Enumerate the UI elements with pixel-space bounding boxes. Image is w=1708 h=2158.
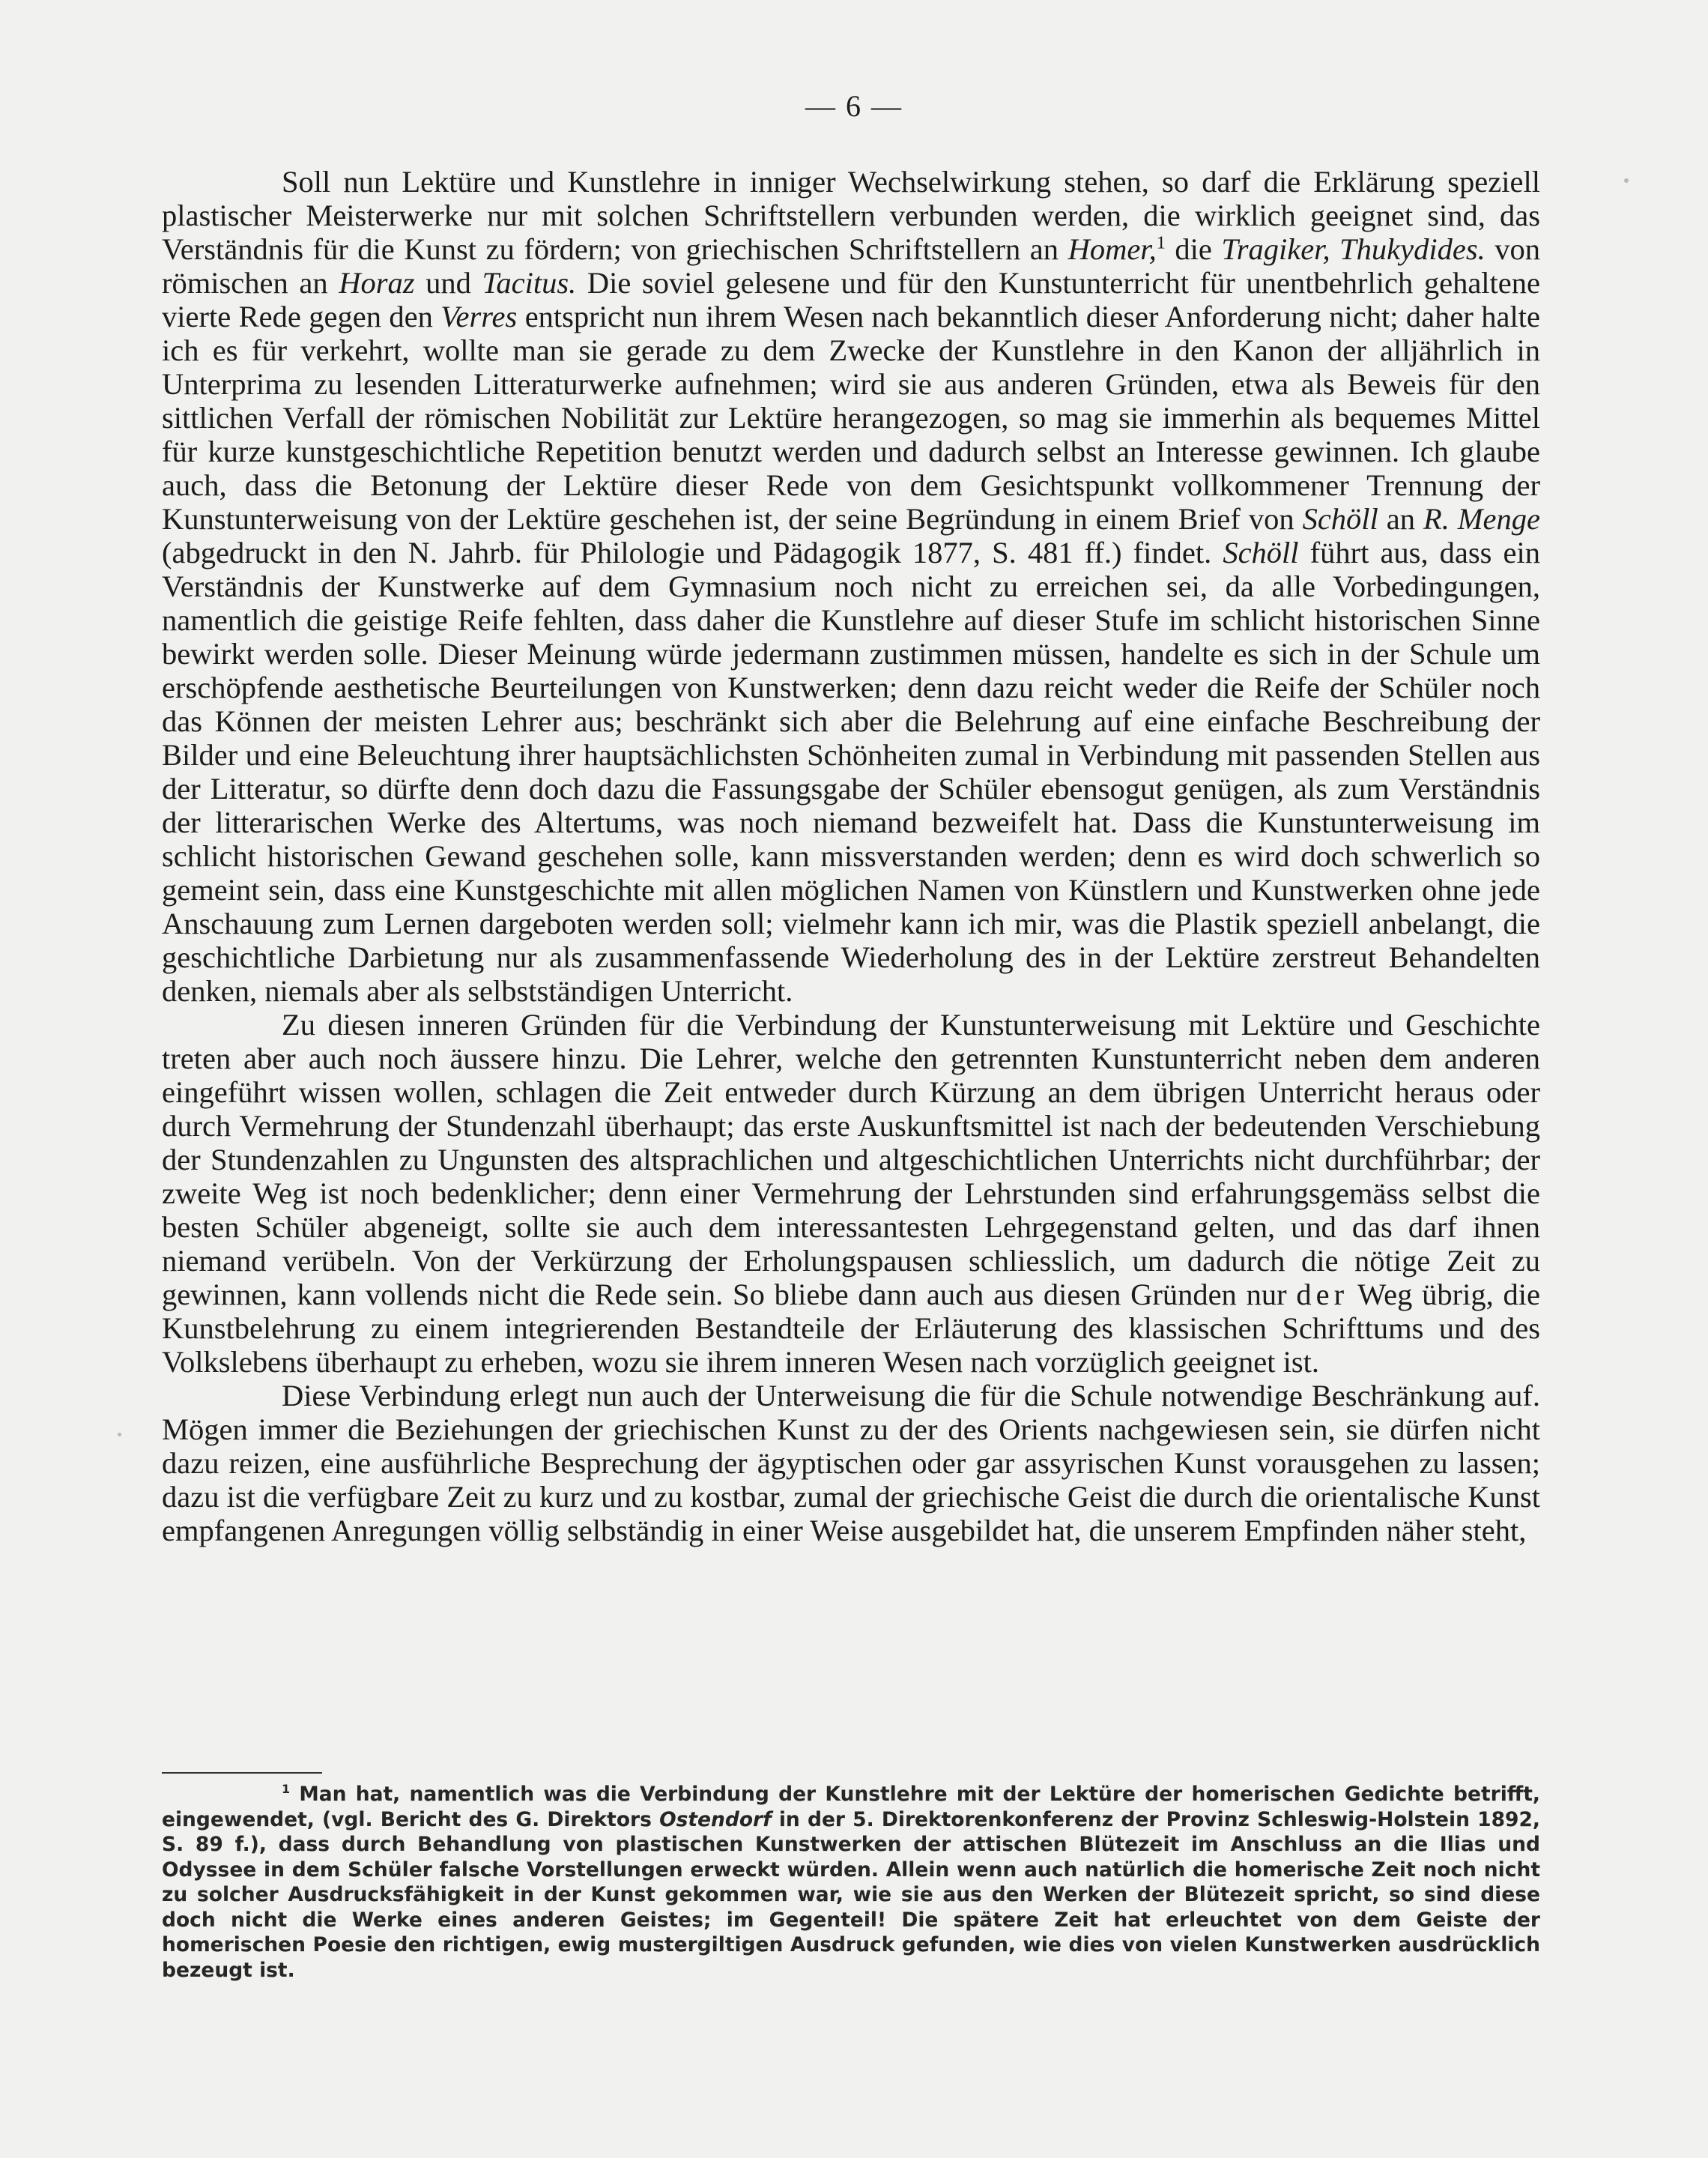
italic-thukydides: Thukydides.	[1339, 232, 1486, 266]
paper-speck	[118, 1433, 121, 1436]
italic-homer: Homer,	[1068, 232, 1157, 266]
italic-tacitus: Tacitus.	[482, 266, 577, 300]
paragraph-1-text: von römischen an	[162, 232, 1541, 300]
main-text	[162, 165, 1540, 1547]
paragraph-3-text: Diese Verbindung erlegt nun auch der Unterweisung die für die Schule notwendige Beschränkung auf. Mögen immer die Beziehungen der griechischen Kunst zu der des Orients nachgewiesen sein, sie dürfen nicht dazu reizen, eine ausführliche Besprechung der ägyptischen oder gar assyrischen Kunst vorausgehen zu lassen; dazu ist die verfügbare Zeit zu kurz und zu kostbar, zumal der griechische Geist die durch die orientalische Kunst empfangenen Anregungen völlig selbständig in einer Weise ausgebildet hat, die unserem Empfinden näher steht,	[162, 1379, 1540, 1547]
italic-verres: Verres	[440, 300, 518, 333]
paragraph-2-text: Weg übrig, die Kunstbelehrung zu einem integrierenden Bestandteile der Erläuterung des klassischen Schrifttums und des Volkslebens überhaupt zu erheben, wozu sie ihrem inneren Wesen nach vorzüglich geeignet ist.	[162, 1278, 1540, 1379]
paragraph-1	[162, 165, 1540, 1008]
spaced-emphasis-der: der	[1296, 1278, 1349, 1311]
italic-tragiker: Tragiker,	[1221, 232, 1330, 266]
paragraph-2-text: Zu diesen inneren Gründen für die Verbindung der Kunstunterweisung mit Lektüre und Geschichte treten aber auch noch äussere hinzu. Die Lehrer, welche den getrennten Kunstunterricht neben dem anderen eingeführt wissen wollen, schlagen die Zeit entweder durch Kürzung an dem übrigen Unterricht heraus oder durch Vermehrung der Stundenzahl überhaupt; das erste Auskunftsmittel ist nach der bedeutenden Verschiebung der Stundenzahlen zu Ungunsten des altsprachlichen und altgeschichtlichen Unterrichts nicht durchführbar; der zweite Weg ist noch bedenklicher; denn einer Vermehrung der Lehrstunden sind erfahrungsgemäss selbst die besten Schüler abgeneigt, sollte sie auch dem interessantesten Lehrgegenstand gelten, und das darf ihnen niemand verübeln. Von der Verkürzung der Erholungspausen schliesslich, um dadurch die nötige Zeit zu gewinnen, kann vollends nicht die Rede sein. So bliebe dann auch aus diesen Gründen nur	[162, 1008, 1540, 1311]
italic-horaz: Horaz	[339, 266, 415, 300]
italic-menge: R. Menge	[1423, 502, 1540, 536]
italic-schoell: Schöll	[1223, 536, 1299, 569]
footnote-1	[162, 1782, 1540, 1983]
paragraph-3	[162, 1379, 1540, 1547]
paragraph-1-text: und	[414, 266, 482, 300]
footnote-text: in der 5. Direktorenkonferenz der Provinz Schleswig-Holstein 1892, S. 89 f.), dass durch Behandlung von plastischen Kunstwerken der attischen Blütezeit im Anschluss an die Ilias und Odyssee in dem Schüler falsche Vorstellungen erweckt würden. Allein wenn auch natürlich die homerische Zeit noch nicht zu solcher Ausdrucksfähigkeit in der Kunst gekommen war, wie sie aus den Werken der Blütezeit spricht, so sind diese doch nicht die Werke eines anderen Geistes; im Gegenteil! Die spätere Zeit hat erleuchtet von dem Geiste der homerischen Poesie den richtigen, ewig mustergiltigen Ausdruck gefunden, wie dies von vielen Kunstwerken ausdrücklich bezeugt ist.	[162, 1807, 1540, 1982]
paragraph-1-text: führt aus, dass ein Verständnis der Kunstwerke auf dem Gymnasium noch nicht zu erreichen sei, da alle Vorbedingungen, namentlich die geistige Reife fehlten, dass daher die Kunstlehre auf dieser Stufe im schlicht historischen Sinne bewirkt werden solle. Dieser Meinung würde jedermann zustimmen müssen, handelte es sich in der Schule um erschöpfende aesthetische Beurteilungen von Kunstwerken; denn dazu reicht weder die Reife der Schüler noch das Können der meisten Lehrer aus; beschränkt sich aber die Belehrung auf eine einfache Beschreibung der Bilder und eine Beleuchtung ihrer hauptsächlichsten Schönheiten zumal in Verbindung mit passenden Stellen aus der Litteratur, so dürfte denn doch dazu die Fassungsgabe der Schüler ebensogut genügen, als zum Verständnis der litterarischen Werke des Altertums, was noch niemand bezweifelt hat. Dass die Kunstunterweisung im schlicht historischen Gewand geschehen solle, kann missverstanden werden; denn es wird doch schwerlich so gemeint sein, dass eine Kunstgeschichte mit allen möglichen Namen von Künstlern und Kunstwerken ohne jede Anschauung zum Lernen dargeboten werden soll; vielmehr kann ich mir, was die Plastik speziell anbelangt, die geschichtliche Darbietung nur als zusammenfassende Wiederholung des in der Lektüre zerstreut Behandelten denken, niemals aber als selbstständigen Unterricht.	[162, 536, 1540, 1008]
paragraph-1-text: die	[1165, 232, 1222, 266]
footnote-separator	[162, 1772, 322, 1774]
paragraph-1-text	[1330, 232, 1340, 266]
italic-ostendorf: Ostendorf	[659, 1807, 772, 1831]
paper-speck	[1624, 178, 1629, 183]
footnote-marker: 1	[282, 1782, 291, 1797]
paragraph-1-text: an	[1378, 502, 1423, 536]
paragraph-1-text: Die soviel gelesene und für den Kunstunterricht für unentbehrlich gehaltene vierte Rede gegen den	[162, 266, 1541, 333]
footnote	[162, 1782, 1540, 1983]
footnote-reference: 1	[1156, 232, 1166, 253]
italic-schoell: Schöll	[1302, 502, 1378, 536]
page-number: — 6 —	[805, 89, 903, 123]
paragraph-1-text: entspricht nun ihrem Wesen nach bekanntlich dieser Anforderung nicht; daher halte ich es für verkehrt, wollte man sie gerade zu dem Zwecke der Kunstlehre in den Kanon der alljährlich in Unterprima zu lesenden Litteraturwerke aufnehmen; wird sie aus anderen Gründen, etwa als Beweis für den sittlichen Verfall der römischen Nobilität zur Lektüre herangezogen, so mag sie immerhin als bequemes Mittel für kurze kunstgeschichtliche Repetition benutzt werden und dadurch selbst an Interesse gewinnen. Ich glaube auch, dass die Betonung der Lektüre dieser Rede von dem Gesichtspunkt vollkommener Trennung der Kunstunterweisung von der Lektüre geschehen ist, der seine Begründung in einem Brief von	[162, 300, 1540, 536]
footnote-text: Man hat, namentlich was die Verbindung der Kunstlehre mit der Lektüre der homerischen Gedichte betrifft, eingewendet, (vgl. Bericht des G. Direktors	[162, 1783, 1540, 1831]
paragraph-1-text: Soll nun Lektüre und Kunstlehre in inniger Wechselwirkung stehen, so darf die Erklärung speziell plastischer Meisterwerke nur mit solchen Schriftstellern verbunden werden, die wirklich geeignet sind, das Verständnis für die Kunst zu fördern; von griechischen Schriftstellern an	[162, 165, 1540, 266]
paragraph-1-text: (abgedruckt in den N. Jahrb. für Philologie und Pädagogik 1877, S. 481 ff.) findet.	[162, 536, 1223, 569]
paragraph-2	[162, 1008, 1540, 1379]
